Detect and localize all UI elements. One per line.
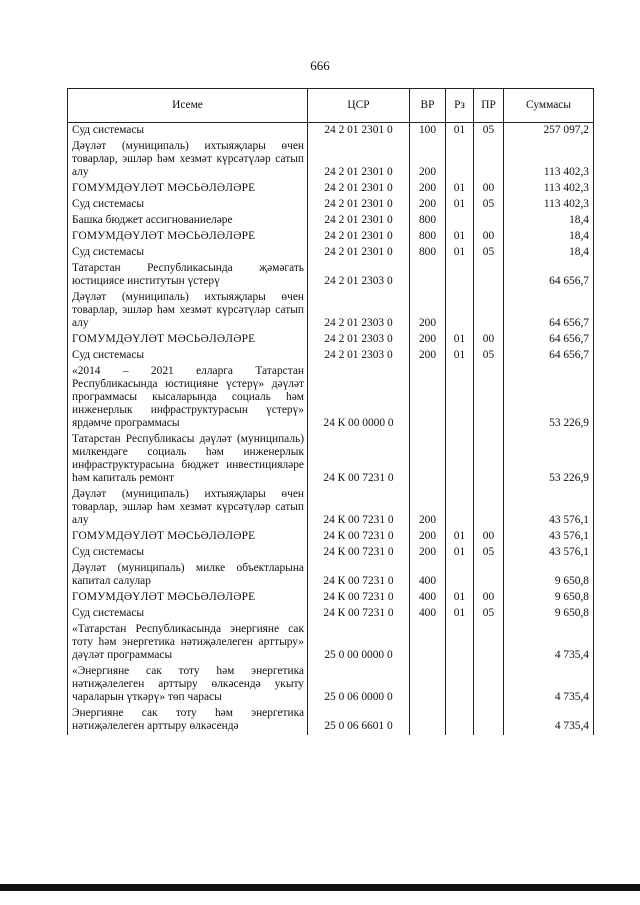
cell-sum: 43 576,1 [504,529,594,545]
cell-csr: 24 2 01 2301 0 [308,213,410,229]
table-row [68,545,594,561]
cell-rz: 01 [446,529,474,545]
cell-rz [446,364,474,432]
cell-csr: 24 2 01 2301 0 [308,139,410,181]
cell-rz: 01 [446,590,474,606]
table-row [68,213,594,229]
table-row [68,664,594,706]
header-name: Исеме [68,89,308,123]
cell-csr: 25 0 06 0000 0 [308,664,410,706]
table-row [68,139,594,181]
cell-sum: 53 226,9 [504,432,594,487]
cell-sum: 64 656,7 [504,290,594,332]
cell-vr: 800 [410,245,446,261]
cell-vr: 200 [410,139,446,181]
cell-pr [474,664,504,706]
cell-csr: 25 0 00 0000 0 [308,622,410,664]
cell-name: Суд системасы [68,348,308,364]
cell-name: ГОМУМДӘҮЛӘТ МӘСЬӘЛӘЛӘРЕ [68,332,308,348]
table-row [68,261,594,290]
cell-sum: 9 650,8 [504,561,594,590]
cell-rz: 01 [446,229,474,245]
page-number: 666 [310,58,330,73]
cell-rz [446,139,474,181]
cell-vr: 400 [410,561,446,590]
cell-sum: 4 735,4 [504,622,594,664]
cell-sum: 113 402,3 [504,197,594,213]
cell-rz [446,664,474,706]
scan-edge-bar [0,884,640,891]
cell-name: Суд системасы [68,606,308,622]
cell-name: ГОМУМДӘҮЛӘТ МӘСЬӘЛӘЛӘРЕ [68,229,308,245]
cell-rz [446,213,474,229]
budget-table-container [67,88,593,735]
cell-csr: 24 К 00 7231 0 [308,529,410,545]
table-row [68,561,594,590]
table-row [68,432,594,487]
table-row [68,606,594,622]
cell-rz: 01 [446,545,474,561]
cell-sum: 18,4 [504,213,594,229]
cell-vr: 200 [410,545,446,561]
cell-rz: 01 [446,332,474,348]
cell-csr: 24 К 00 7231 0 [308,590,410,606]
cell-name: Татарстан Республикасы дәүләт (муниципаль) милкендәге социаль һәм инженерлык инфраструктурасына бюджет инвестицияләре һәм капиталь ремонт [68,432,308,487]
cell-sum: 4 735,4 [504,664,594,706]
cell-name: Дәүләт (муниципаль) милке объектларына капитал салулар [68,561,308,590]
header-sum: Суммасы [504,89,594,123]
cell-csr: 24 2 01 2303 0 [308,332,410,348]
cell-pr: 00 [474,229,504,245]
cell-sum: 18,4 [504,245,594,261]
cell-pr [474,706,504,735]
cell-csr: 24 К 00 7231 0 [308,487,410,529]
cell-vr: 200 [410,290,446,332]
cell-pr: 00 [474,332,504,348]
cell-pr [474,213,504,229]
cell-pr: 05 [474,606,504,622]
table-row [68,332,594,348]
cell-sum: 43 576,1 [504,487,594,529]
table-row [68,348,594,364]
cell-rz [446,261,474,290]
cell-name: «Энергияне сак тоту һәм энергетика нәтиҗәлелеген арттыру өлкәсендә укыту чараларын үткәрү» төп чарасы [68,664,308,706]
cell-rz: 01 [446,606,474,622]
cell-vr: 200 [410,348,446,364]
cell-vr [410,622,446,664]
cell-sum: 4 735,4 [504,706,594,735]
cell-sum: 257 097,2 [504,123,594,140]
cell-csr: 24 2 01 2301 0 [308,181,410,197]
cell-name: Дәүләт (муниципаль) ихтыяҗлары өчен товарлар, эшләр һәм хезмәт күрсәтүләр сатып алу [68,290,308,332]
cell-pr: 05 [474,123,504,140]
cell-name: Башка бюджет ассигнованиеләре [68,213,308,229]
cell-csr: 25 0 06 6601 0 [308,706,410,735]
cell-sum: 64 656,7 [504,348,594,364]
cell-name: Суд системасы [68,123,308,140]
cell-pr: 05 [474,348,504,364]
table-header-row [68,89,594,123]
cell-rz: 01 [446,245,474,261]
cell-vr: 200 [410,181,446,197]
cell-csr: 24 2 01 2303 0 [308,261,410,290]
cell-csr: 24 К 00 7231 0 [308,432,410,487]
table-row [68,590,594,606]
cell-rz [446,487,474,529]
cell-csr: 24 2 01 2303 0 [308,348,410,364]
cell-rz [446,290,474,332]
cell-vr: 800 [410,229,446,245]
cell-vr [410,364,446,432]
cell-pr [474,622,504,664]
cell-sum: 113 402,3 [504,181,594,197]
cell-pr [474,290,504,332]
cell-rz: 01 [446,123,474,140]
cell-rz: 01 [446,197,474,213]
cell-csr: 24 2 01 2301 0 [308,197,410,213]
cell-sum: 64 656,7 [504,261,594,290]
cell-rz [446,561,474,590]
cell-sum: 18,4 [504,229,594,245]
cell-pr [474,261,504,290]
cell-name: Суд системасы [68,245,308,261]
cell-csr: 24 К 00 7231 0 [308,561,410,590]
cell-vr: 200 [410,332,446,348]
header-rz: Рз [446,89,474,123]
table-row [68,229,594,245]
cell-name: ГОМУМДӘҮЛӘТ МӘСЬӘЛӘЛӘРЕ [68,590,308,606]
cell-csr: 24 2 01 2301 0 [308,123,410,140]
table-row [68,364,594,432]
header-vr: ВР [410,89,446,123]
cell-rz [446,432,474,487]
cell-vr: 800 [410,213,446,229]
cell-name: «2014 – 2021 елларга Татарстан Республикасында юстицияне үстерү» дәүләт программасы кысаларында социаль һәм инженерлык инфраструктурасын үстерү» ярдәмче программасы [68,364,308,432]
cell-sum: 9 650,8 [504,590,594,606]
cell-vr: 200 [410,529,446,545]
cell-vr: 200 [410,197,446,213]
cell-pr [474,139,504,181]
cell-pr: 00 [474,529,504,545]
cell-vr: 400 [410,606,446,622]
header-csr: ЦСР [308,89,410,123]
cell-rz [446,706,474,735]
cell-csr: 24 К 00 7231 0 [308,545,410,561]
cell-name: «Татарстан Республикасында энергияне сак тоту һәм энергетика нәтиҗәлелеген арттыру» дәүләт программасы [68,622,308,664]
cell-name: Дәүләт (муниципаль) ихтыяҗлары өчен товарлар, эшләр һәм хезмәт күрсәтүләр сатып алу [68,487,308,529]
cell-name: Дәүләт (муниципаль) ихтыяҗлары өчен товарлар, эшләр һәм хезмәт күрсәтүләр сатып алу [68,139,308,181]
cell-name: Суд системасы [68,545,308,561]
table-row [68,123,594,140]
header-pr: ПР [474,89,504,123]
cell-pr [474,432,504,487]
cell-csr: 24 К 00 7231 0 [308,606,410,622]
cell-csr: 24 2 01 2301 0 [308,229,410,245]
table-row [68,181,594,197]
table-row [68,290,594,332]
cell-name: Энергияне сак тоту һәм энергетика нәтиҗәлелеген арттыру өлкәсендә [68,706,308,735]
cell-rz [446,622,474,664]
cell-pr: 05 [474,545,504,561]
cell-rz: 01 [446,181,474,197]
cell-sum: 9 650,8 [504,606,594,622]
cell-pr: 00 [474,590,504,606]
cell-pr [474,487,504,529]
cell-sum: 113 402,3 [504,139,594,181]
cell-pr: 00 [474,181,504,197]
table-row [68,622,594,664]
table-row [68,487,594,529]
cell-vr [410,706,446,735]
cell-vr [410,432,446,487]
table-row [68,529,594,545]
table-row [68,245,594,261]
cell-name: Суд системасы [68,197,308,213]
cell-pr [474,561,504,590]
cell-pr: 05 [474,197,504,213]
cell-sum: 53 226,9 [504,364,594,432]
cell-vr: 400 [410,590,446,606]
cell-csr: 24 2 01 2303 0 [308,290,410,332]
cell-csr: 24 К 00 0000 0 [308,364,410,432]
table-body [68,123,594,736]
cell-pr: 05 [474,245,504,261]
cell-name: ГОМУМДӘҮЛӘТ МӘСЬӘЛӘЛӘРЕ [68,181,308,197]
cell-name: ГОМУМДӘҮЛӘТ МӘСЬӘЛӘЛӘРЕ [68,529,308,545]
table-row [68,706,594,735]
cell-csr: 24 2 01 2301 0 [308,245,410,261]
cell-name: Татарстан Республикасында җәмәгать юстициясе институтын үстерү [68,261,308,290]
cell-sum: 64 656,7 [504,332,594,348]
cell-rz: 01 [446,348,474,364]
cell-vr [410,261,446,290]
cell-pr [474,364,504,432]
table-row [68,197,594,213]
cell-vr: 200 [410,487,446,529]
cell-vr: 100 [410,123,446,140]
budget-table [67,88,594,735]
cell-sum: 43 576,1 [504,545,594,561]
cell-vr [410,664,446,706]
